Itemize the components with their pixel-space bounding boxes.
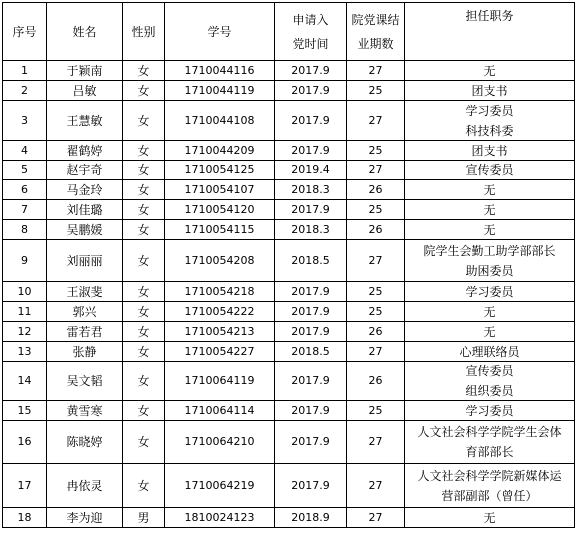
cell-apply-time: 2018.9 (275, 508, 347, 528)
cell-gender: 女 (123, 220, 165, 240)
header-student-id: 学号 (165, 3, 275, 61)
cell-seq: 16 (3, 421, 47, 464)
duty-line: 学习委员 (465, 403, 514, 418)
header-apply-time-line1: 申请入 (292, 12, 329, 27)
cell-seq: 15 (3, 401, 47, 421)
cell-gender: 女 (123, 401, 165, 421)
cell-duty (405, 464, 575, 508)
cell-name: 于颖南 (47, 61, 123, 81)
cell-student-id: 1710054120 (165, 200, 275, 220)
cell-duty (405, 141, 575, 161)
table-row (3, 464, 575, 508)
cell-course: 27 (347, 101, 405, 141)
duty-line: 无 (483, 182, 496, 197)
cell-seq: 10 (3, 282, 47, 302)
cell-apply-time: 2018.5 (275, 240, 347, 282)
header-apply-time-line2: 党时间 (292, 36, 329, 51)
cell-course: 25 (347, 141, 405, 161)
duty-line: 宣传委员 (465, 364, 514, 378)
duty-line: 无 (483, 222, 496, 237)
table-row (3, 282, 575, 302)
cell-course: 25 (347, 401, 405, 421)
duty-line: 组织委员 (465, 384, 514, 398)
cell-gender: 女 (123, 362, 165, 401)
cell-apply-time: 2017.9 (275, 282, 347, 302)
member-table (2, 2, 575, 528)
cell-gender: 女 (123, 282, 165, 302)
cell-student-id: 1710054125 (165, 161, 275, 180)
cell-name: 吴鹏媛 (47, 220, 123, 240)
cell-apply-time: 2017.9 (275, 464, 347, 508)
cell-seq: 2 (3, 81, 47, 101)
table-row (3, 200, 575, 220)
cell-seq: 14 (3, 362, 47, 401)
header-seq: 序号 (3, 3, 47, 61)
table-row (3, 220, 575, 240)
header-course (347, 3, 405, 61)
cell-course: 26 (347, 220, 405, 240)
cell-course: 27 (347, 342, 405, 362)
header-apply-time (275, 3, 347, 61)
cell-course: 26 (347, 362, 405, 401)
member-table-sheet (2, 2, 575, 528)
cell-course: 26 (347, 180, 405, 200)
cell-apply-time: 2019.4 (275, 161, 347, 180)
cell-course: 25 (347, 302, 405, 322)
duty-line: 团支书 (471, 83, 508, 98)
duty-line: 无 (483, 510, 496, 525)
cell-apply-time: 2018.3 (275, 180, 347, 200)
table-row (3, 342, 575, 362)
cell-apply-time: 2017.9 (275, 101, 347, 141)
cell-apply-time: 2017.9 (275, 141, 347, 161)
cell-student-id: 1810024123 (165, 508, 275, 528)
cell-name: 刘丽丽 (47, 240, 123, 282)
cell-student-id: 1710044116 (165, 61, 275, 81)
table-row (3, 508, 575, 528)
cell-apply-time: 2018.3 (275, 220, 347, 240)
cell-course: 27 (347, 161, 405, 180)
duty-line: 心理联络员 (459, 344, 520, 359)
cell-seq: 18 (3, 508, 47, 528)
cell-duty (405, 302, 575, 322)
cell-course: 25 (347, 282, 405, 302)
cell-gender: 男 (123, 508, 165, 528)
duty-line: 院学生会勤工助学部部长 (423, 243, 556, 258)
cell-seq: 12 (3, 322, 47, 342)
cell-course: 27 (347, 464, 405, 508)
cell-gender: 女 (123, 180, 165, 200)
cell-name: 吴文韬 (47, 362, 123, 401)
cell-duty (405, 421, 575, 464)
cell-name: 张静 (47, 342, 123, 362)
cell-seq: 8 (3, 220, 47, 240)
cell-apply-time: 2018.5 (275, 342, 347, 362)
duty-line: 助困委员 (465, 263, 514, 278)
table-row (3, 421, 575, 464)
cell-apply-time: 2017.9 (275, 302, 347, 322)
cell-name: 马金玲 (47, 180, 123, 200)
cell-apply-time: 2017.9 (275, 322, 347, 342)
cell-name: 赵宇奇 (47, 161, 123, 180)
cell-duty (405, 240, 575, 282)
cell-gender: 女 (123, 141, 165, 161)
duty-line: 无 (483, 63, 496, 78)
cell-apply-time: 2017.9 (275, 200, 347, 220)
table-row (3, 322, 575, 342)
table-row (3, 362, 575, 401)
cell-student-id: 1710044209 (165, 141, 275, 161)
cell-duty (405, 220, 575, 240)
duty-line: 团支书 (471, 143, 508, 158)
cell-name: 黄雪寒 (47, 401, 123, 421)
duty-line: 学习委员 (465, 284, 514, 299)
header-course-line2: 业期数 (357, 36, 394, 51)
cell-gender: 女 (123, 200, 165, 220)
cell-apply-time: 2017.9 (275, 81, 347, 101)
cell-gender: 女 (123, 161, 165, 180)
cell-student-id: 1710054208 (165, 240, 275, 282)
cell-student-id: 1710044119 (165, 81, 275, 101)
cell-seq: 13 (3, 342, 47, 362)
cell-seq: 17 (3, 464, 47, 508)
table-row (3, 180, 575, 200)
cell-duty (405, 342, 575, 362)
cell-duty (405, 322, 575, 342)
cell-seq: 11 (3, 302, 47, 322)
cell-gender: 女 (123, 421, 165, 464)
header-row (3, 3, 575, 61)
cell-name: 刘佳璐 (47, 200, 123, 220)
duty-line: 无 (483, 304, 496, 319)
table-row (3, 61, 575, 81)
cell-duty (405, 508, 575, 528)
cell-name: 吕敏 (47, 81, 123, 101)
cell-name: 王淑斐 (47, 282, 123, 302)
cell-duty (405, 200, 575, 220)
header-duty: 担任职务 (405, 3, 575, 61)
cell-course: 25 (347, 81, 405, 101)
cell-seq: 9 (3, 240, 47, 282)
cell-apply-time: 2017.9 (275, 401, 347, 421)
cell-seq: 7 (3, 200, 47, 220)
table-row (3, 302, 575, 322)
cell-student-id: 1710064114 (165, 401, 275, 421)
duty-line: 科技科委 (465, 123, 514, 138)
table-row (3, 401, 575, 421)
table-row (3, 161, 575, 180)
cell-student-id: 1710054227 (165, 342, 275, 362)
duty-line: 无 (483, 202, 496, 217)
cell-seq: 3 (3, 101, 47, 141)
cell-student-id: 1710054107 (165, 180, 275, 200)
cell-duty (405, 61, 575, 81)
cell-course: 27 (347, 508, 405, 528)
header-name: 姓名 (47, 3, 123, 61)
cell-student-id: 1710044108 (165, 101, 275, 141)
cell-seq: 4 (3, 141, 47, 161)
cell-duty (405, 81, 575, 101)
cell-seq: 1 (3, 61, 47, 81)
cell-course: 25 (347, 200, 405, 220)
cell-duty (405, 161, 575, 180)
cell-gender: 女 (123, 101, 165, 141)
cell-student-id: 1710064219 (165, 464, 275, 508)
cell-course: 27 (347, 421, 405, 464)
cell-name: 雷若君 (47, 322, 123, 342)
duty-line: 人文社会科学学院学生会体 (417, 425, 562, 439)
cell-name: 李为迎 (47, 508, 123, 528)
cell-apply-time: 2017.9 (275, 421, 347, 464)
cell-duty (405, 362, 575, 401)
cell-gender: 女 (123, 81, 165, 101)
header-course-line1: 院党课结 (351, 12, 400, 27)
cell-student-id: 1710054213 (165, 322, 275, 342)
cell-duty (405, 401, 575, 421)
cell-name: 王慧敏 (47, 101, 123, 141)
duty-line: 育部部长 (465, 445, 514, 459)
cell-student-id: 1710064119 (165, 362, 275, 401)
cell-name: 翟鹤婷 (47, 141, 123, 161)
cell-gender: 女 (123, 302, 165, 322)
duty-line: 营部副部（曾任） (441, 488, 538, 503)
table-row (3, 240, 575, 282)
table-row (3, 101, 575, 141)
duty-line: 人文社会科学学院新媒体运 (417, 468, 562, 483)
cell-student-id: 1710054115 (165, 220, 275, 240)
cell-gender: 女 (123, 464, 165, 508)
cell-course: 27 (347, 61, 405, 81)
table-row (3, 141, 575, 161)
duty-line: 宣传委员 (465, 163, 514, 177)
table-row (3, 81, 575, 101)
cell-seq: 5 (3, 161, 47, 180)
header-gender: 性别 (123, 3, 165, 61)
cell-gender: 女 (123, 342, 165, 362)
cell-duty (405, 180, 575, 200)
cell-apply-time: 2017.9 (275, 362, 347, 401)
cell-gender: 女 (123, 322, 165, 342)
cell-gender: 女 (123, 240, 165, 282)
cell-name: 郭兴 (47, 302, 123, 322)
cell-duty (405, 101, 575, 141)
cell-course: 26 (347, 322, 405, 342)
cell-student-id: 1710054222 (165, 302, 275, 322)
cell-apply-time: 2017.9 (275, 61, 347, 81)
cell-name: 陈晓婷 (47, 421, 123, 464)
duty-line: 学习委员 (465, 103, 514, 118)
cell-gender: 女 (123, 61, 165, 81)
cell-student-id: 1710054218 (165, 282, 275, 302)
cell-course: 27 (347, 240, 405, 282)
duty-line: 无 (483, 324, 496, 339)
cell-seq: 6 (3, 180, 47, 200)
cell-duty (405, 282, 575, 302)
cell-name: 冉依灵 (47, 464, 123, 508)
cell-student-id: 1710064210 (165, 421, 275, 464)
